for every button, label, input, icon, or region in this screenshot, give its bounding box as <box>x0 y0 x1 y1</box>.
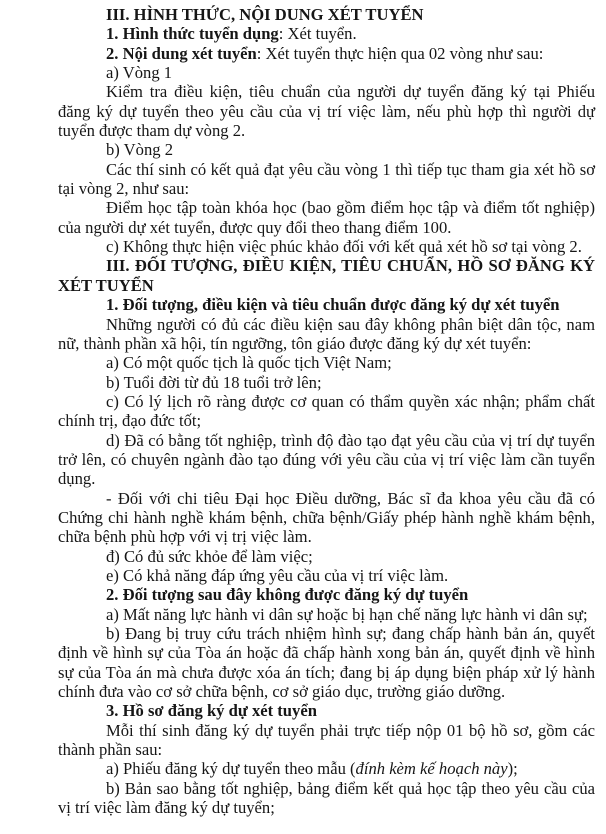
item-ly-lich <box>58 392 595 431</box>
text-segment: e) Có khả năng đáp ứng yêu cầu của vị trí việc làm. <box>106 565 449 585</box>
item-hinh-thuc-tuyen-dung <box>58 24 595 43</box>
text-segment: d) Đã có bằng tốt nghiệp, trình độ đào tạo đạt yêu cầu của vị trí dự tuyển trở lên, có chuyên ngành đào tạo đúng với yêu cầu của vị trí việc làm cần tuyển dụng. <box>58 430 595 489</box>
text-segment-italic: đính kèm kế hoạch này <box>355 759 508 779</box>
text-segment: Những người có đủ các điều kiện sau đây không phân biệt dân tộc, nam nữ, thành phần xã hội, tín ngưỡng, tôn giáo được đăng ký dự xét tuyển: <box>58 314 595 353</box>
item-noi-dung-xet-tuyen <box>58 44 595 63</box>
item-quoc-tich <box>58 353 595 372</box>
text-segment: ); <box>507 759 518 779</box>
item-suc-khoe <box>58 547 595 566</box>
item-bang-tot-nghiep <box>58 431 595 489</box>
text-segment: : Xét tuyển thực hiện qua 02 vòng như sau: <box>256 43 544 63</box>
item-vong-1 <box>58 63 595 82</box>
text-segment-bold: 2. Nội dung xét tuyển <box>106 43 257 63</box>
text-segment: Điểm học tập toàn khóa học (bao gồm điểm học tập và điểm tốt nghiệp) của người dự xét tuyển, được quy đổi theo thang điểm 100. <box>58 198 595 237</box>
text-segment: Kiểm tra điều kiện, tiêu chuẩn của người dự tuyển đăng ký tại Phiếu đăng ký dự tuyển theo yêu cầu của vị trí việc làm, nếu phù hợp thì người dự tuyển được tham dự vòng 2. <box>58 82 595 141</box>
para-moi-thi-sinh <box>58 721 595 760</box>
text-segment-bold: 3. Hồ sơ đăng ký dự xét tuyển <box>106 701 317 721</box>
heading-doi-tuong-khong-duoc-dang-ky <box>58 585 595 604</box>
item-kha-nang-dap-ung <box>58 566 595 585</box>
para-nhung-nguoi-du-dieu-kien <box>58 315 595 354</box>
item-tuoi-doi <box>58 373 595 392</box>
text-segment: a) Có một quốc tịch là quốc tịch Việt Nam; <box>106 353 392 373</box>
text-segment: - Đối với chi tiêu Đại học Điều dưỡng, Bác sĩ đa khoa yêu cầu đã có Chứng chi hành nghề khám bệnh, chữa bệnh/Giấy phép hành nghề khám bệnh, chữa bệnh phù hợp với vị trị việc làm. <box>58 488 595 547</box>
para-diem-hoc-tap <box>58 198 595 237</box>
item-mat-nang-luc <box>58 605 595 624</box>
text-segment: a) Phiếu đăng ký dự tuyển theo mẫu ( <box>106 759 356 779</box>
item-vong-2 <box>58 140 595 159</box>
text-segment: b) Tuổi đời từ đủ 18 tuổi trở lên; <box>106 372 322 392</box>
document-text <box>58 0 595 817</box>
heading-section-hinh-thuc <box>58 5 595 24</box>
text-segment: b) Đang bị truy cứu trách nhiệm hình sự; đang chấp hành bản án, quyết định về hình sự của Tòa án hoặc đã chấp hành xong bản án, quyết định về hình sự của Tòa án mà chưa được xóa án tích; đang bị áp dụng biện pháp xử lý hành chính đưa vào cơ sở chữa bệnh, cơ sở giáo dục, trường giáo dưỡng. <box>58 624 595 702</box>
para-vong-1-detail <box>58 82 595 140</box>
text-segment-bold: III. ĐỐI TƯỢNG, ĐIỀU KIỆN, TIÊU CHUẨN, HỒ SƠ ĐĂNG KÝ XÉT TUYỂN <box>58 256 595 295</box>
heading-section-doi-tuong <box>58 256 595 295</box>
text-segment-bold: 2. Đối tượng sau đây không được đăng ký dự tuyển <box>106 585 469 605</box>
text-segment-bold: 1. Đối tượng, điều kiện và tiêu chuẩn được đăng ký dự xét tuyển <box>106 295 560 315</box>
text-segment: a) Vòng 1 <box>106 63 173 83</box>
text-segment: c) Không thực hiện việc phúc khảo đối với kết quả xét hồ sơ tại vòng 2. <box>106 237 582 257</box>
text-segment: : Xét tuyển. <box>278 24 357 44</box>
text-segment: đ) Có đủ sức khỏe để làm việc; <box>106 546 313 566</box>
item-phieu-dang-ky <box>58 759 595 778</box>
text-segment: Các thí sinh có kết quả đạt yêu cầu vòng 1 thì tiếp tục tham gia xét hồ sơ tại vòng 2, như sau: <box>58 159 595 199</box>
item-khong-phuc-khao <box>58 237 595 256</box>
item-truy-cuu-trach-nhiem <box>58 624 595 701</box>
heading-ho-so-dang-ky <box>58 701 595 720</box>
para-chi-tieu-dai-hoc <box>58 489 595 547</box>
text-segment-bold: 1. Hình thức tuyển dụng <box>106 24 279 44</box>
text-segment: a) Mất năng lực hành vi dân sự hoặc bị hạn chế năng lực hành vi dân sự; <box>106 604 588 624</box>
text-segment: b) Bản sao bằng tốt nghiệp, bảng điểm kết quả học tập theo yêu cầu của vị trí việc làm đăng ký dự tuyển; <box>58 778 595 818</box>
item-ban-sao-bang <box>58 779 595 818</box>
text-segment: c) Có lý lịch rõ ràng được cơ quan có thẩm quyền xác nhận; phẩm chất chính trị, đạo đức tốt; <box>58 391 595 431</box>
text-segment-bold: III. HÌNH THỨC, NỘI DUNG XÉT TUYỂN <box>106 5 424 24</box>
text-segment: Mỗi thí sinh đăng ký dự tuyển phải trực tiếp nộp 01 bộ hồ sơ, gồm các thành phần sau: <box>58 720 595 760</box>
para-vong-2-detail <box>58 160 595 199</box>
heading-doi-tuong-dieu-kien <box>58 295 595 314</box>
text-segment: b) Vòng 2 <box>106 140 173 160</box>
